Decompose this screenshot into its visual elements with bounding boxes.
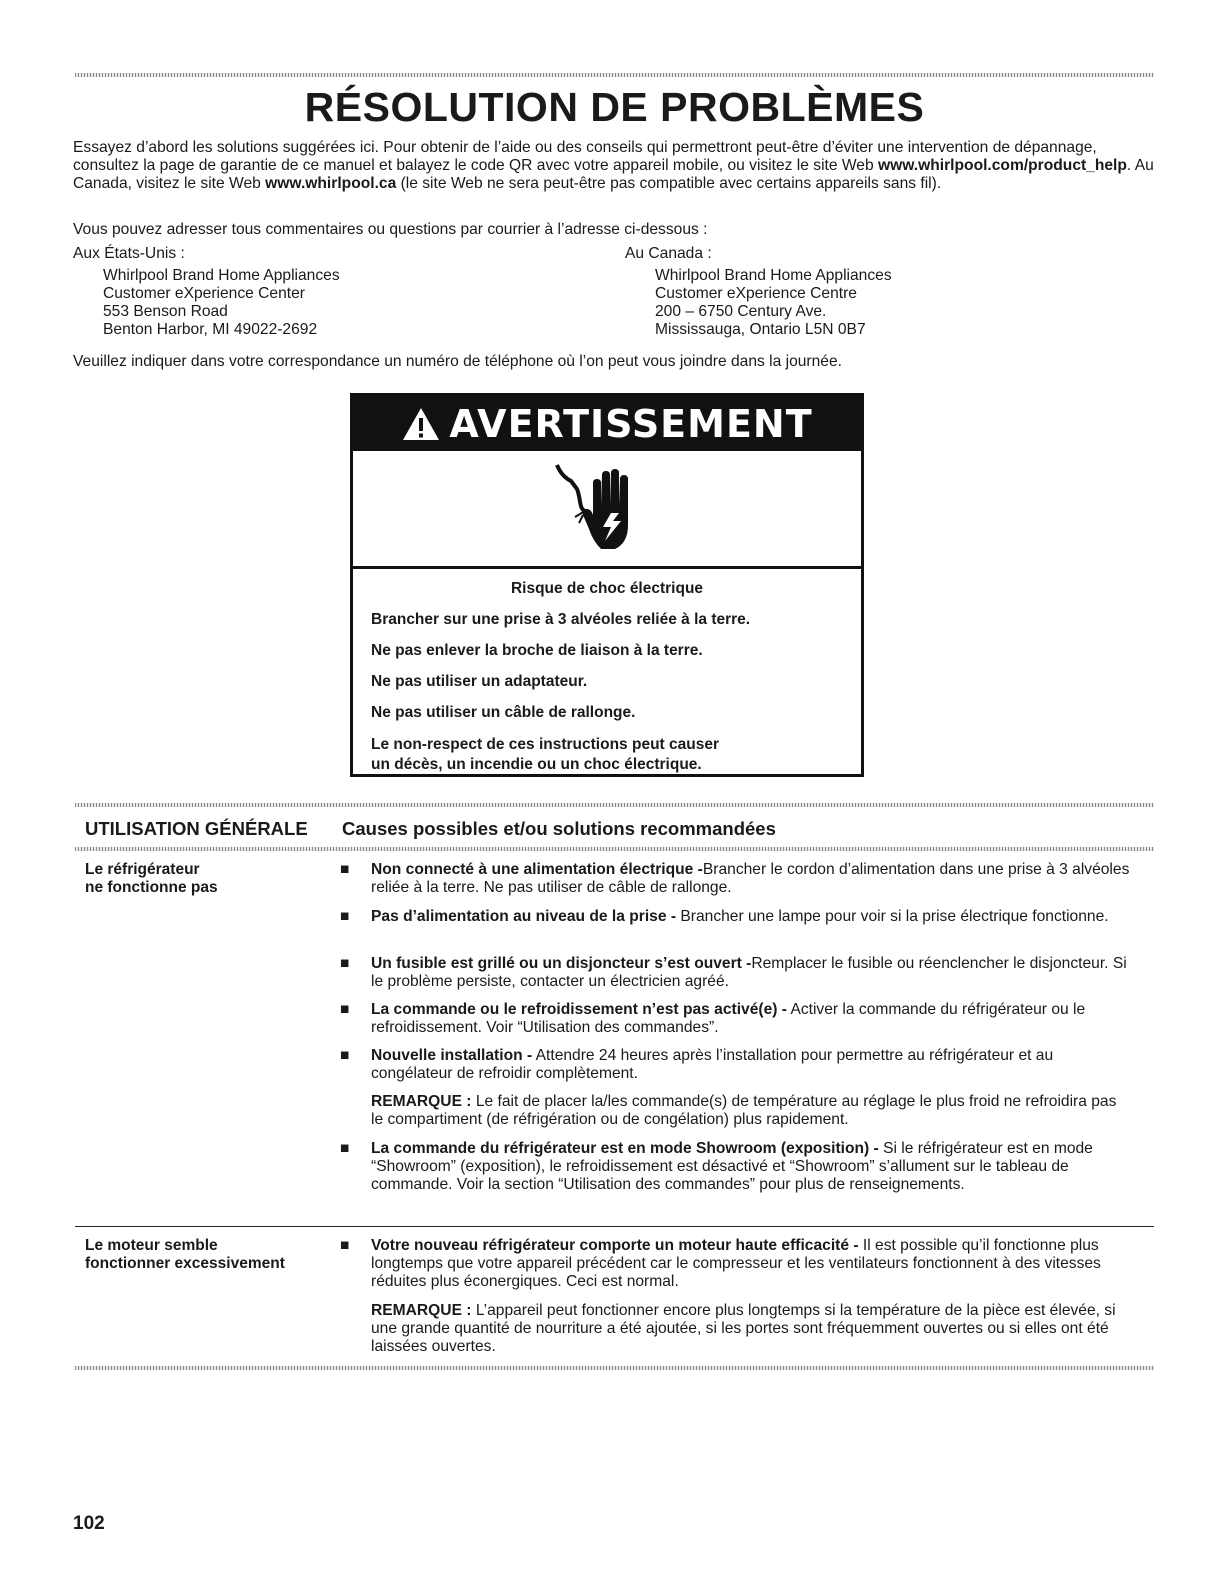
intro-paragraph bbox=[73, 139, 1163, 193]
problem-line: Le réfrigérateur bbox=[85, 861, 200, 878]
warning-line: Ne pas utiliser un adaptateur. bbox=[371, 673, 588, 690]
warning-consequence-line: Le non-respect de ces instructions peut causer bbox=[371, 736, 719, 753]
table-bottom-rule bbox=[75, 1366, 1154, 1370]
address-line: Whirlpool Brand Home Appliances bbox=[655, 267, 892, 284]
intro-text-3: (le site Web ne sera peut-être pas compatible avec certains appareils sans fil). bbox=[396, 175, 942, 192]
row-divider bbox=[75, 1226, 1154, 1227]
solution-text: Brancher une lampe pour voir si la prise électrique fonctionne. bbox=[676, 908, 1109, 925]
warning-header bbox=[353, 396, 861, 451]
solution-item bbox=[371, 861, 1131, 897]
bullet-icon: ■ bbox=[340, 861, 350, 878]
product-help-link[interactable]: www.whirlpool.com/product_help bbox=[877, 157, 1127, 174]
solution-text: Il est possible qu’il fonctionne plus longtemps que votre appareil précédent car le compresseur et les ventilateurs fonctionnent à des vitesses réduites plus éconergiques. Ceci est normal. bbox=[371, 1237, 1101, 1290]
solution-item bbox=[371, 955, 1131, 991]
warning-pictogram-area bbox=[353, 451, 861, 569]
warning-line: Ne pas utiliser un câble de rallonge. bbox=[371, 704, 636, 721]
solution-item bbox=[371, 1047, 1131, 1083]
bullet-icon: ■ bbox=[340, 1237, 350, 1254]
remark-note bbox=[371, 1302, 1131, 1356]
remark-label: REMARQUE : bbox=[371, 1093, 472, 1110]
bullet-icon: ■ bbox=[340, 955, 350, 972]
solution-item bbox=[371, 908, 1131, 926]
phone-note: Veuillez indiquer dans votre correspondance un numéro de téléphone où l’on peut vous joindre dans la journée. bbox=[73, 353, 842, 370]
address-line: Mississauga, Ontario L5N 0B7 bbox=[655, 321, 866, 338]
warning-consequence bbox=[371, 735, 843, 775]
solution-cause: Non connecté à une alimentation électrique - bbox=[371, 861, 703, 878]
address-ca-label: Au Canada : bbox=[625, 245, 712, 262]
warning-line: Brancher sur une prise à 3 alvéoles reliée à la terre. bbox=[371, 611, 751, 628]
warning-subtitle: Risque de choc électrique bbox=[510, 580, 704, 597]
address-line: Whirlpool Brand Home Appliances bbox=[103, 267, 340, 284]
remark-note bbox=[371, 1093, 1131, 1129]
bullet-icon: ■ bbox=[340, 1001, 350, 1018]
solution-cause: Un fusible est grillé ou un disjoncteur s’est ouvert - bbox=[371, 955, 752, 972]
solution-item bbox=[371, 1237, 1131, 1291]
address-line: Customer eXperience Centre bbox=[655, 285, 857, 302]
remark-text: L’appareil peut fonctionner encore plus longtemps si la température de la pièce est élevée, si une grande quantité de nourriture a été ajoutée, si les portes sont fréquemment ouvertes ou si elles ont été laissées ouvertes. bbox=[371, 1302, 1116, 1355]
solution-item bbox=[371, 1001, 1131, 1037]
bullet-icon: ■ bbox=[340, 908, 350, 925]
solution-text: Si le réfrigérateur est en mode “Showroom” (exposition), le refroidissement est désactivé et “Showroom” s’allument sur le tableau de commande. Voir la section “Utilisation des commandes” pour plus de renseignements. bbox=[371, 1140, 1093, 1193]
solution-text: Brancher le cordon d’alimentation dans une prise à 3 alvéoles reliée à la terre. Ne pas utiliser de câble de rallonge. bbox=[371, 861, 1130, 896]
solution-text: Attendre 24 heures après l’installation pour permettre au réfrigérateur et au congélateur de refroidir complètement. bbox=[371, 1047, 1054, 1082]
solution-cause: La commande ou le refroidissement n’est pas activé(e) - bbox=[371, 1001, 787, 1018]
problem-line: fonctionner excessivement bbox=[85, 1255, 285, 1272]
address-line: Benton Harbor, MI 49022-2692 bbox=[103, 321, 318, 338]
table-header-rule bbox=[75, 847, 1154, 851]
solution-cause: Pas d’alimentation au niveau de la prise - bbox=[371, 908, 677, 925]
intro-text-1: Essayez d’abord les solutions suggérées ici. Pour obtenir de l’aide ou des conseils qui permettront peut-être d’éviter une intervention de dépannage, consultez la page de garantie de ce manuel et balayez le code QR avec votre appareil mobile, ou visitez le site Web bbox=[73, 139, 1097, 174]
bullet-icon: ■ bbox=[340, 1047, 350, 1064]
warning-box bbox=[350, 393, 864, 777]
solution-cause: La commande du réfrigérateur est en mode Showroom (exposition) - bbox=[371, 1140, 879, 1157]
top-rule bbox=[75, 73, 1154, 77]
address-us-label: Aux États-Unis : bbox=[73, 245, 185, 262]
solution-text: Activer la commande du réfrigérateur ou le refroidissement. Voir “Utilisation des commandes”. bbox=[371, 1001, 1086, 1036]
remark-text: Le fait de placer la/les commande(s) de température au réglage le plus froid ne refroidira pas le compartiment (de réfrigération ou de congélation) plus rapidement. bbox=[371, 1093, 1117, 1128]
warning-consequence-line: un décès, un incendie ou un choc électrique. bbox=[371, 756, 702, 773]
bullet-icon: ■ bbox=[340, 1140, 350, 1157]
mail-line: Vous pouvez adresser tous commentaires ou questions par courrier à l’adresse ci-dessous : bbox=[73, 221, 708, 238]
column-header-usage: UTILISATION GÉNÉRALE bbox=[85, 818, 308, 839]
warning-line: Ne pas enlever la broche de liaison à la terre. bbox=[371, 642, 703, 659]
page-number: 102 bbox=[73, 1513, 105, 1534]
address-ca bbox=[625, 245, 892, 339]
whirlpool-ca-link[interactable]: www.whirlpool.ca bbox=[265, 175, 397, 192]
electric-shock-hand-icon bbox=[549, 459, 649, 559]
remark-label: REMARQUE : bbox=[371, 1302, 472, 1319]
intro-text-2: . Au Canada, visitez le site Web bbox=[73, 157, 1154, 192]
column-header-solutions: Causes possibles et/ou solutions recommandées bbox=[342, 818, 776, 839]
solution-text: Remplacer le fusible ou réenclencher le disjoncteur. Si le problème persiste, contacter un électricien agréé. bbox=[371, 955, 1127, 990]
problem-label bbox=[85, 861, 218, 897]
warning-text bbox=[353, 569, 861, 775]
address-line: 200 – 6750 Century Ave. bbox=[655, 303, 827, 320]
solution-cause: Votre nouveau réfrigérateur comporte un moteur haute efficacité - bbox=[371, 1237, 859, 1254]
problem-line: Le moteur semble bbox=[85, 1237, 218, 1254]
table-top-rule bbox=[75, 803, 1154, 807]
address-line: Customer eXperience Center bbox=[103, 285, 305, 302]
problem-line: ne fonctionne pas bbox=[85, 879, 218, 896]
solution-item bbox=[371, 1140, 1131, 1194]
solution-cause: Nouvelle installation - bbox=[371, 1047, 533, 1064]
page-title: RÉSOLUTION DE PROBLÈMES bbox=[304, 84, 925, 130]
warning-triangle-icon bbox=[401, 406, 441, 442]
warning-title: AVERTISSEMENT bbox=[449, 401, 813, 446]
address-line: 553 Benson Road bbox=[103, 303, 228, 320]
address-us bbox=[73, 245, 340, 339]
problem-label bbox=[85, 1237, 285, 1273]
